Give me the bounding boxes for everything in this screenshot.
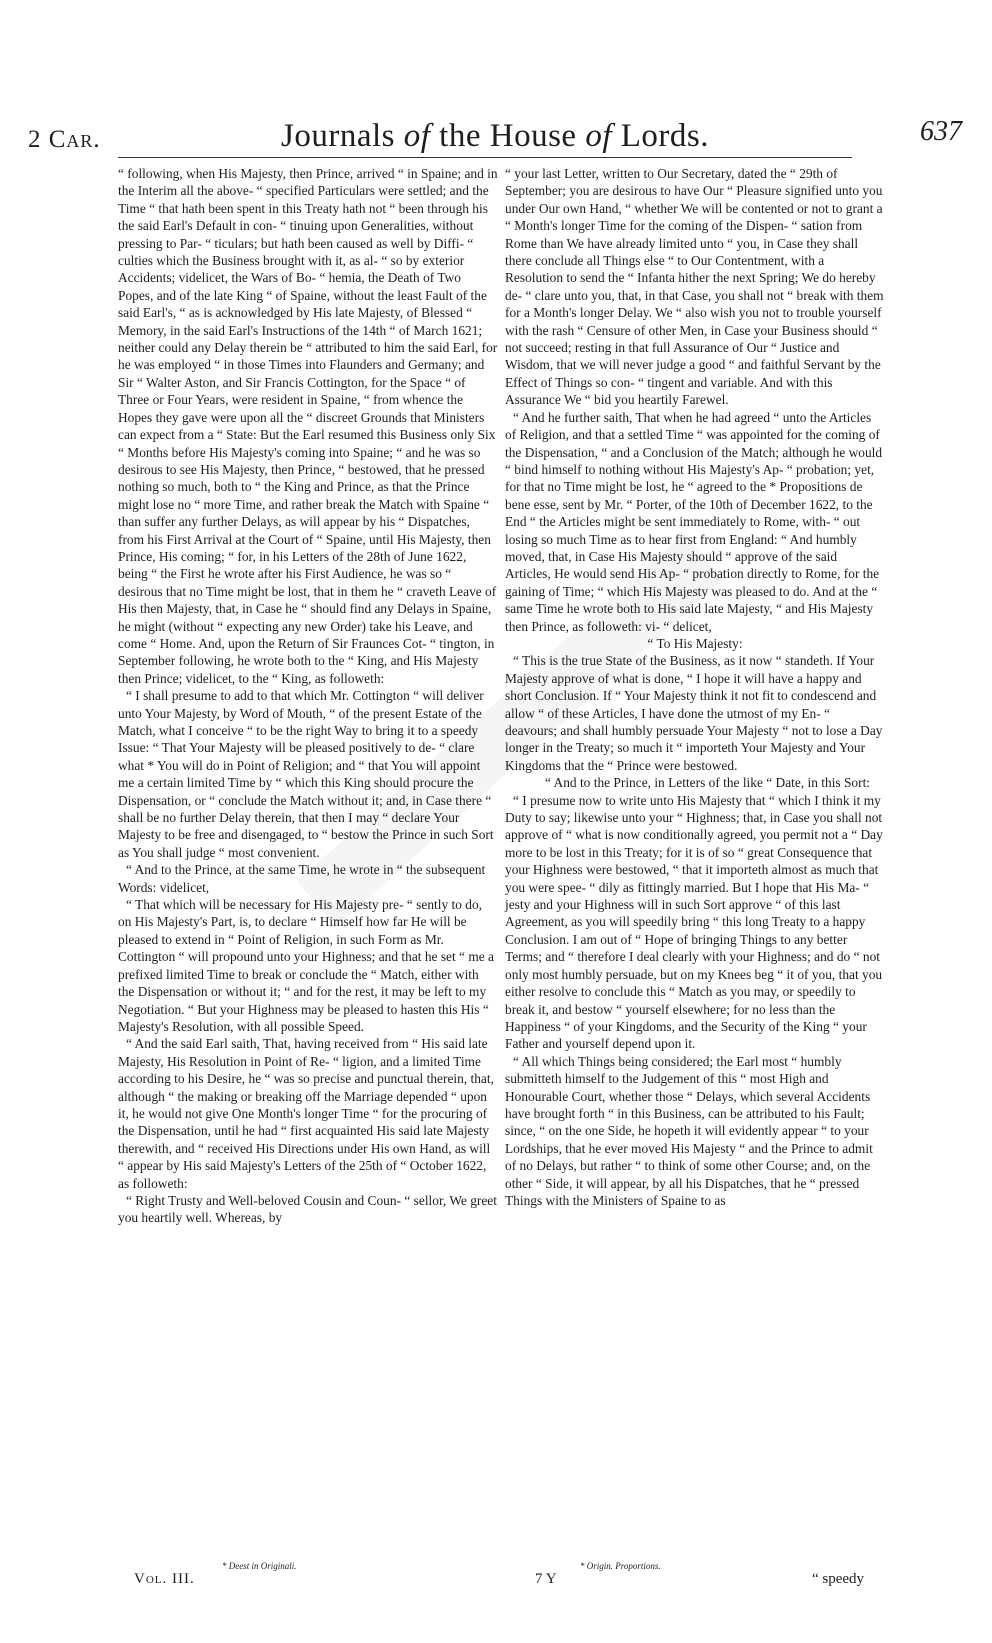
left-column [118,165,498,1227]
paragraph: “ All which Things being considered; the Earl most “ humbly submitteth himself to the Judgement of this “ most High and Honourable Court, whether those “ Delays, which several Accidents have brought forth “ in this Business, can be attributed to his Fault; since, “ on the one Side, he hopeth it will evidently appear “ to your Lordships, that he ever moved His Majesty “ and the Prince to admit of no Delays, but rather “ to think of some other Course; and, on the other “ Side, it will appear, by all his Dispatches, that he “ pressed Things with the Ministers of Spaine to as [505,1053,873,1208]
title-part: House [481,118,586,154]
paragraph: “ following, when His Majesty, then Prince, arrived “ in Spaine; and in the Interim all the above- “ specified Particulars were settled; and the Time “ that hath been spent in this Treaty hath not “ been through his the said Earl's Default in con- “ tinuing upon Generalities, without pressing to Par- “ ticulars; but hath been caused as well by Diffi- “ culties which the Business brought with it, as al- “ so by exterior Accidents; videlicet, the Wars of Bo- “ hemia, the Death of Two Popes, and of the late King “ of Spaine, without the least Fault of the said Earl's, “ as is acknowledged by His late Majesty, of Blessed “ Memory, in the said Earl's Instructions of the 14th “ of March 1621; neither could any Delay therein be “ attributed to him the said Earl, for he was employed “ in those Times into Flaunders and Germany; and Sir “ Walter Aston, and Sir Francis Cottington, for the Space “ of Three or Four Years, were resident in Spaine, “ from whence the Hopes they gave were upon all the “ discreet Grounds that Ministers can expect from a “ State: But the Earl resumed this Business only Six “ Months before His Majesty's coming into Spaine; “ and he was so desirous to see His Majesty, then Prince, “ bestowed, that he pressed nothing so much, both to “ the King and Prince, as that the Prince might lose no “ more Time, and rather break the Match with Spaine “ than suffer any further Delays, as will appear by his “ Dispatches, from his First Arrival at the Court of “ Spaine, until His Majesty, then Prince, His coming; “ for, in his Letters of the 28th of June 1622, being “ the First he wrote after his First Audience, he was so “ desirous that no Time might be lost, that in them he “ craveth Leave of His then Majesty, that, in Case he “ should find any Delays in Spaine, he might (without “ expecting any new Order) take his Leave, and come “ Home. And, upon the Return of Sir Fraunces Cot- “ tington, in September following, he wrote both to the “ King, and His Majesty then Prince; videlicet, to the “ King, as followeth: [118,166,498,686]
title-part: the [439,118,481,154]
paragraph: “ And to the Prince, at the same Time, he wrote in “ the subsequent Words: videlicet, [118,862,486,895]
paragraph: “ And he further saith, That when he had agreed “ unto the Articles of Religion, and that a settled Time “ was appointed for the coming of the Dispensation, “ and a Conclusion of the Match; although he would “ bind himself to nothing without His Majesty's Ap- “ probation; yet, for that no Time might be lost, he “ agreed to the * Propositions de bene esse, sent by Mr. “ Porter, of the 10th of December 1622, to the End “ the Articles might be sent immediately to Rome, with- “ out losing so much Time as to hear first from England: “ And humbly moved, that, in Case His Majesty should “ approve of the said Articles, He would send His Ap- “ probation directly to Rome, for the gaining of Time; “ which His Majesty was pleased to do. And at the “ same Time he wrote both to His said late Majesty, “ and His Majesty then Prince, as followeth: vi- “ delicet, [505,409,883,634]
title-part: Lords. [612,118,709,154]
paragraph: “ And to the Prince, in Letters of the like “ Date, in this Sort: [545,775,871,791]
page-header [28,104,962,156]
volume-label: Vol. III. [134,1571,195,1587]
paragraph: “ your last Letter, written to Our Secretary, dated the “ 29th of September; you are desirous to have Our “ Pleasure signified unto you under Our own Hand, “ whether We will be contented or not to grant a “ Month's longer Time for the coming of the Dispen- “ sation from Rome than We have already limited unto “ you, in Case they shall there conclude all Things else “ to Our Contentment, with a Resolution to send the “ Infanta hither the next Spring; We do hereby de- “ clare unto you, that, in that Case, you shall not “ break with them for a Month's longer Delay. We “ also wish you not to trouble yourself with the rash “ Censure of other Men, in Case your Business should “ not succeed; resting in that full Assurance of Our “ Justice and Wisdom, that we will never judge a good “ and faithful Servant by the Effect of Things so con- “ tingent and variable. And with this Assurance We “ bid you heartily Farewel. [505,166,884,408]
catchword: “ speedy [812,1571,865,1587]
page-number: 637 [920,116,962,147]
paragraph: “ I presume now to write unto His Majesty that “ which I think it my Duty to say; likewise unto your “ Highness; that, in Case you shall not approve of “ what is now conditionally agreed, you permit not a “ Day more to be lost in this Treaty; for it is of so “ great Consequence that your Highness were bestowed, “ that it importeth almost as much that you were spee- “ dily as fittingly married. But I hope that His Ma- “ jesty and your Highness will in such Sort approve “ of this last Agreement, as you will speedily bring “ this long Treaty to a happy Conclusion. I am out of “ Hope of bringing Things to any better Terms; and “ therefore I deal clearly with your Highness; and do “ not only most humbly persuade, but on my Knees beg “ it of you, that you either resolve to conclude this “ Match as you may, or speedily to break it, and bestow “ yourself elsewhere; for no less than the Happiness “ of your Kingdoms, and the Security of the King “ your Father and yourself depend upon it. [505,792,883,1052]
paragraph: “ This is the true State of the Business, as it now “ standeth. If Your Majesty approve of what is done, “ I hope it will have a happy and short Conclusion. If “ Your Majesty think it not fit to condescend and allow “ of these Articles, I have done the utmost of my En- “ deavours; and shall humbly persuade Your Majesty “ not to lose a Day longer in the Treaty; so much it “ importeth Your Majesty and Your Kingdoms that the “ Prince were bestowed. [505,653,883,773]
title-part: of [395,118,440,154]
paragraph: “ Right Trusty and Well-beloved Cousin and Coun- “ sellor, We greet you heartily well. Whereas, by [118,1192,497,1226]
title-part: Journals [281,118,395,154]
right-column [505,165,885,1209]
running-title [28,118,962,155]
signature-mark: 7 Y [535,1571,557,1587]
footnote-right: * Origin. Proportions. [580,1561,661,1571]
footnote-left: * Deest in Originali. [222,1561,297,1571]
paragraph: “ I shall presume to add to that which Mr. Cottington “ will deliver unto Your Majesty, by Word of Mouth, “ of the present Estate of the Match, what I conceive “ to be the right Way to bring it to a speedy Issue: “ That Your Majesty will be pleased positively to de- “ clare what * You will do in Point of Religion; and “ that You will appoint me a certain limited Time by “ which this King should procure the Dispensation, or “ conclude the Match without it; and, in Case there “ shall be no further Delay therein, that then I may “ declare Your Majesty to be free and disengaged, to “ bestow the Prince in such Sort as You shall judge “ most convenient. [118,688,494,860]
header-rule [118,157,852,158]
paragraph: “ That which will be necessary for His Majesty pre- “ sently to do, on His Majesty's Part, is, to declare “ Himself how far He will be pleased to extend in “ Point of Religion, in such Form as Mr. Cottington “ will propound unto your Highness; and that he set “ me a prefixed limited Time to break or conclude the “ Match, either with the Dispensation or without it; “ and for the rest, it may be left to my Negotiation. “ But your Highness may be pleased to hasten this His “ Majesty's Resolution, with all possible Speed. [118,897,494,1034]
paragraph: “ And the said Earl saith, That, having received from “ His said late Majesty, His Resolution in Point of Re- “ ligion, and a limited Time according to his Desire, he “ was so precise and punctual therein, that, although “ the making or breaking off the Marriage depended “ upon it, he would not give One Month's longer Time “ for the procuring of the Dispensation, until he had “ first acquainted His said late Majesty therewith, and “ received His Directions under His own Hand, as will “ appear by His said Majesty's Letters of the 25th of “ October 1622, as followeth: [118,1036,494,1191]
title-part: of [585,118,612,154]
paragraph: “ To His Majesty: [647,635,743,651]
reign-marker: 2 Car. [28,126,101,153]
